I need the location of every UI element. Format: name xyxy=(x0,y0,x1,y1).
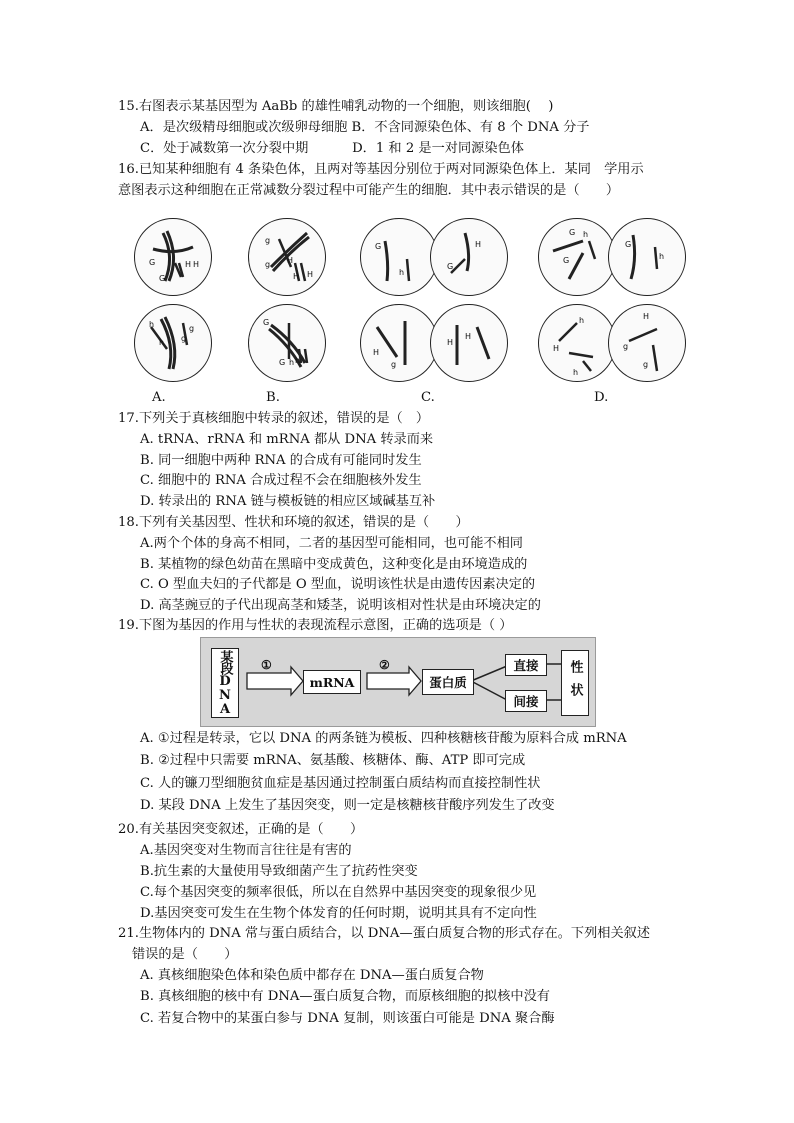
svg-text:h: h xyxy=(295,356,301,365)
q18-option-c: C. O 型血夫妇的子代都是 O 型血，说明该性状是由遗传因素决定的 xyxy=(140,577,536,592)
svg-text:h: h xyxy=(159,338,165,347)
svg-text:G: G xyxy=(263,318,270,327)
step2-label: ② xyxy=(379,658,390,672)
q18-option-a: A.两个个体的身高不相同，二者的基因型可能相同，也可能不相同 xyxy=(140,536,523,551)
svg-text:G: G xyxy=(279,358,286,367)
cell-c-top-left xyxy=(360,218,438,296)
q20-option-d: D.基因突变可发生在生物个体发育的任何时期，说明其具有不定向性 xyxy=(140,906,537,921)
svg-text:G: G xyxy=(569,228,576,237)
q19-option-c: C. 人的镰刀型细胞贫血症是基因通过控制蛋白质结构而直接控制性状 xyxy=(140,776,541,791)
cell-c-bottom-right xyxy=(430,304,508,382)
q16-stem-line2: 意图表示这种细胞在正常减数分裂过程中可能产生的细胞．其中表示错误的是（ ） xyxy=(118,183,620,198)
svg-text:h: h xyxy=(579,316,585,325)
svg-text:h: h xyxy=(659,252,665,261)
cell-d-bottom-right xyxy=(608,304,686,382)
svg-text:G: G xyxy=(447,262,454,271)
q17-option-c: C. 细胞中的 RNA 合成过程不会在细胞核外发生 xyxy=(140,473,422,488)
q18-option-b: B. 某植物的绿色幼苗在黑暗中变成黄色，这种变化是由环境造成的 xyxy=(140,557,528,572)
svg-text:g: g xyxy=(265,260,271,269)
q18-stem: 18.下列有关基因型、性状和环境的叙述，错误的是（ ） xyxy=(118,515,469,530)
svg-text:H: H xyxy=(465,332,472,341)
q16-choice-b: B. xyxy=(266,390,280,405)
trait-box: 性状 xyxy=(561,650,589,716)
svg-text:H: H xyxy=(643,312,650,321)
q15-options-row1: A．是次级精母细胞或次级卵母细胞 B．不含同源染色体、有 8 个 DNA 分子 xyxy=(140,120,590,135)
svg-text:h: h xyxy=(149,320,155,329)
direct-box: 直接 xyxy=(505,654,547,676)
svg-text:G: G xyxy=(625,240,632,249)
q16-choice-d: D. xyxy=(594,390,609,405)
q17-option-d: D. 转录出的 RNA 链与模板链的相应区域碱基互补 xyxy=(140,494,436,509)
q21-option-c: C. 若复合物中的某蛋白参与 DNA 复制，则该蛋白可能是 DNA 聚合酶 xyxy=(140,1011,555,1026)
svg-text:H: H xyxy=(373,348,380,357)
step1-label: ① xyxy=(261,658,272,672)
svg-text:g: g xyxy=(623,342,629,351)
q16-choice-a: A. xyxy=(152,390,166,405)
cell-d-bottom-left xyxy=(538,304,616,382)
cell-b-top xyxy=(248,218,326,296)
svg-text:H: H xyxy=(553,344,560,353)
svg-text:h: h xyxy=(399,268,405,277)
gene-expression-flow-diagram xyxy=(200,637,596,727)
svg-text:H: H xyxy=(193,260,200,269)
q17-option-a: A. tRNA、rRNA 和 mRNA 都从 DNA 转录而来 xyxy=(140,432,434,447)
svg-text:g: g xyxy=(265,236,271,245)
q21-stem-line1: 21.生物体内的 DNA 常与蛋白质结合，以 DNA—蛋白质复合物的形式存在。下列相关叙述 xyxy=(118,926,651,941)
svg-text:H: H xyxy=(287,256,294,265)
q19-option-a: A. ①过程是转录，它以 DNA 的两条链为模板、四种核糖核苷酸为原料合成 mRNA xyxy=(140,731,627,746)
q21-option-b: B. 真核细胞的核中有 DNA—蛋白质复合物，而原核细胞的拟核中没有 xyxy=(140,989,550,1004)
dna-box: 某段DNA xyxy=(211,648,239,718)
svg-text:H: H xyxy=(293,272,300,281)
q20-option-c: C.每个基因突变的频率很低，所以在自然界中基因突变的现象很少见 xyxy=(140,885,537,900)
svg-text:H: H xyxy=(307,270,314,279)
q18-option-d: D. 高茎豌豆的子代出现高茎和矮茎，说明该相对性状是由环境决定的 xyxy=(140,598,541,613)
q20-option-b: B.抗生素的大量使用导致细菌产生了抗药性突变 xyxy=(140,864,418,879)
svg-text:H: H xyxy=(475,240,482,249)
q17-stem: 17.下列关于真核细胞中转录的叙述，错误的是（ ） xyxy=(118,411,430,426)
protein-box: 蛋白质 xyxy=(422,669,474,695)
svg-text:G: G xyxy=(375,242,382,251)
svg-text:g: g xyxy=(181,334,187,343)
svg-text:h: h xyxy=(289,358,295,367)
q19-option-d: D. 某段 DNA 上发生了基因突变，则一定是核糖核苷酸序列发生了改变 xyxy=(140,798,555,813)
svg-text:h: h xyxy=(583,230,589,239)
svg-text:g: g xyxy=(643,360,649,369)
svg-text:g: g xyxy=(189,324,195,333)
q16-stem-line1: 16.已知某种细胞有 4 条染色体，且两对等基因分别位于两对同源染色体上．某同 学用示 xyxy=(118,162,644,177)
cell-diagram-figure xyxy=(126,212,696,387)
svg-text:G: G xyxy=(159,274,166,283)
cell-c-top-right xyxy=(430,218,508,296)
q20-stem: 20.有关基因突变叙述，正确的是（ ） xyxy=(118,822,364,837)
cell-c-bottom-left xyxy=(360,304,438,382)
svg-text:G: G xyxy=(563,256,570,265)
svg-text:h: h xyxy=(573,368,579,377)
q21-stem-line2: 错误的是（ ） xyxy=(132,947,238,962)
q20-option-a: A.基因突变对生物而言往往是有害的 xyxy=(140,843,352,858)
cell-d-top-left xyxy=(538,218,616,296)
q15-stem: 15.右图表示某基因型为 AaBb 的雄性哺乳动物的一个细胞，则该细胞( ) xyxy=(118,99,554,114)
mrna-box: mRNA xyxy=(303,670,361,694)
q17-option-b: B. 同一细胞中两种 RNA 的合成有可能同时发生 xyxy=(140,453,422,468)
svg-text:H: H xyxy=(185,260,192,269)
cell-a-bottom xyxy=(134,304,212,382)
q16-choice-c: C. xyxy=(421,390,435,405)
svg-text:g: g xyxy=(391,360,397,369)
q15-options-row2: C．处于减数第一次分裂中期 D．1 和 2 是一对同源染色体 xyxy=(140,141,524,156)
svg-text:H: H xyxy=(447,338,454,347)
cell-b-bottom xyxy=(248,304,326,382)
svg-text:G: G xyxy=(149,258,156,267)
q19-option-b: B. ②过程中只需要 mRNA、氨基酸、核糖体、酶、ATP 即可完成 xyxy=(140,753,526,768)
q21-option-a: A. 真核细胞染色体和染色质中都存在 DNA—蛋白质复合物 xyxy=(140,968,484,983)
indirect-box: 间接 xyxy=(505,690,547,712)
cell-a-top xyxy=(134,218,212,296)
q19-stem: 19.下图为基因的作用与性状的表现流程示意图，正确的选项是（ ） xyxy=(118,618,513,633)
cell-d-top-right xyxy=(608,218,686,296)
